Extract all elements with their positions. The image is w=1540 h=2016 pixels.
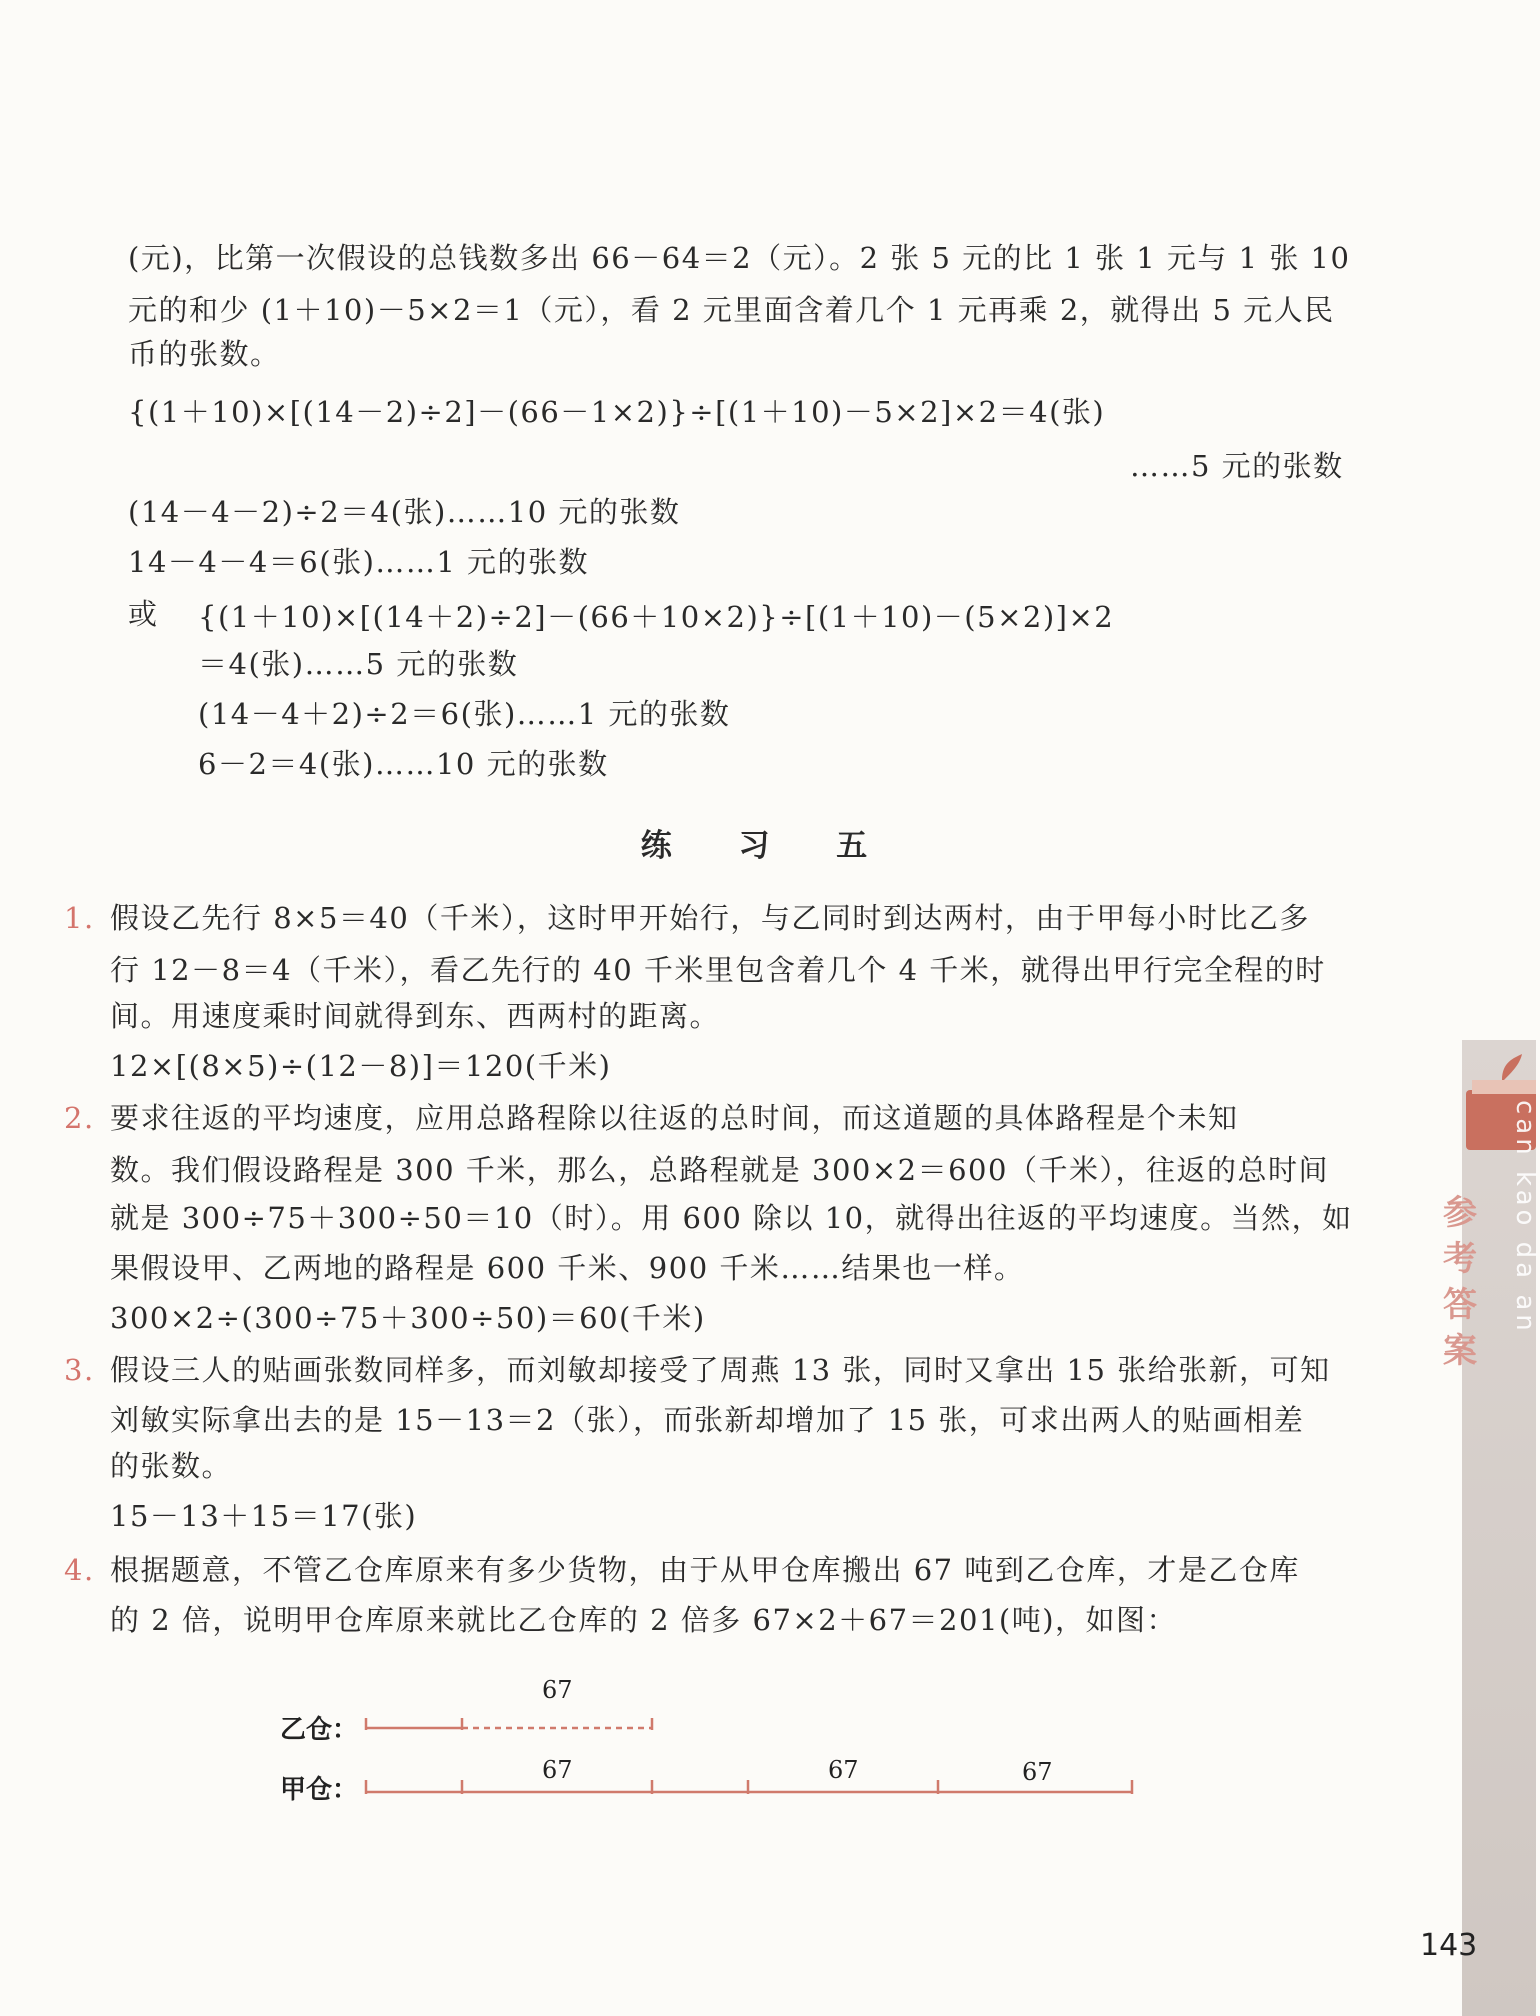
- formula-line: 12×[(8×5)÷(12－8)]＝120(千米): [110, 1049, 612, 1083]
- formula-line: {(1＋10)×[(14＋2)÷2]－(66＋10×2)}÷[(1＋10)－(5×2)]×2: [198, 600, 1115, 634]
- formula-line: 14－4－4＝6(张)……1 元的张数: [128, 545, 590, 579]
- text-line: 刘敏实际拿出去的是 15－13＝2（张），而张新却增加了 15 张，可求出两人的贴画相差: [110, 1403, 1305, 1437]
- formula-note: ……5 元的张数: [1130, 449, 1344, 483]
- formula-line: (14－4＋2)÷2＝6(张)……1 元的张数: [198, 697, 731, 731]
- text-line: 就是 300÷75＋300÷50＝10（时）。用 600 除以 10，就得出往返的平均速度。当然，如: [110, 1201, 1353, 1235]
- section-heading: 练 习 五: [640, 828, 896, 864]
- jia-warehouse-label: 甲仓：: [280, 1775, 359, 1805]
- text-line: 行 12－8＝4（千米），看乙先行的 40 千米里包含着几个 4 千米，就得出甲行完全程的时: [110, 953, 1326, 987]
- item-number: 1.: [64, 901, 95, 935]
- warehouse-line-diagram: [270, 1660, 1170, 1820]
- text-line: 币的张数。: [128, 337, 281, 371]
- text-line: 根据题意，不管乙仓库原来有多少货物，由于从甲仓库搬出 67 吨到乙仓库，才是乙仓库: [110, 1553, 1300, 1587]
- item-number: 4.: [64, 1553, 95, 1587]
- text-line: 假设三人的贴画张数同样多，而刘敏却接受了周燕 13 张，同时又拿出 15 张给张新，可知: [110, 1353, 1331, 1387]
- item-number: 2.: [64, 1101, 95, 1135]
- text-line: 果假设甲、乙两地的路程是 600 千米、900 千米……结果也一样。: [110, 1251, 1025, 1285]
- page-number: 143: [1420, 1928, 1478, 1963]
- yi-warehouse-label: 乙仓：: [280, 1715, 359, 1745]
- jia-segment-value: 67: [542, 1756, 573, 1784]
- jia-bar: [366, 1780, 1132, 1794]
- text-line: (元)，比第一次假设的总钱数多出 66－64＝2（元）。2 张 5 元的比 1 张 1 元与 1 张 10: [128, 241, 1351, 275]
- or-label: 或: [128, 597, 159, 631]
- formula-line: 300×2÷(300÷75＋300÷50)＝60(千米): [110, 1301, 706, 1335]
- formula-line: {(1＋10)×[(14－2)÷2]－(66－1×2)}÷[(1＋10)－5×2]×2＝4(张): [128, 395, 1106, 429]
- yi-bar: [366, 1718, 652, 1730]
- jia-segment-value: 67: [1022, 1758, 1053, 1786]
- yi-segment-value: 67: [542, 1676, 573, 1704]
- side-tab-title: 参考答案: [1443, 1193, 1477, 1371]
- side-tab-subtitle: can kao da an: [1510, 1100, 1540, 1335]
- text-line: 间。用速度乘时间就得到东、西两村的距离。: [110, 999, 721, 1033]
- formula-line: 15－13＋15＝17(张): [110, 1499, 418, 1533]
- formula-line: 6－2＝4(张)……10 元的张数: [198, 747, 609, 781]
- item-number: 3.: [64, 1353, 95, 1387]
- formula-line: ＝4(张)……5 元的张数: [198, 647, 519, 681]
- text-line: 要求往返的平均速度，应用总路程除以往返的总时间，而这道题的具体路程是个未知: [110, 1101, 1239, 1135]
- text-line: 假设乙先行 8×5＝40（千米），这时甲开始行，与乙同时到达两村，由于甲每小时比乙多: [110, 901, 1310, 935]
- text-line: 数。我们假设路程是 300 千米，那么，总路程就是 300×2＝600（千米），往返的总时间: [110, 1153, 1329, 1187]
- text-line: 的 2 倍，说明甲仓库原来就比乙仓库的 2 倍多 67×2＋67＝201(吨)，如图：: [110, 1603, 1178, 1637]
- text-line: 的张数。: [110, 1449, 233, 1483]
- jia-segment-value: 67: [828, 1756, 859, 1784]
- text-line: 元的和少 (1＋10)－5×2＝1（元），看 2 元里面含着几个 1 元再乘 2，就得出 5 元人民: [128, 293, 1335, 327]
- formula-line: (14－4－2)÷2＝4(张)……10 元的张数: [128, 495, 681, 529]
